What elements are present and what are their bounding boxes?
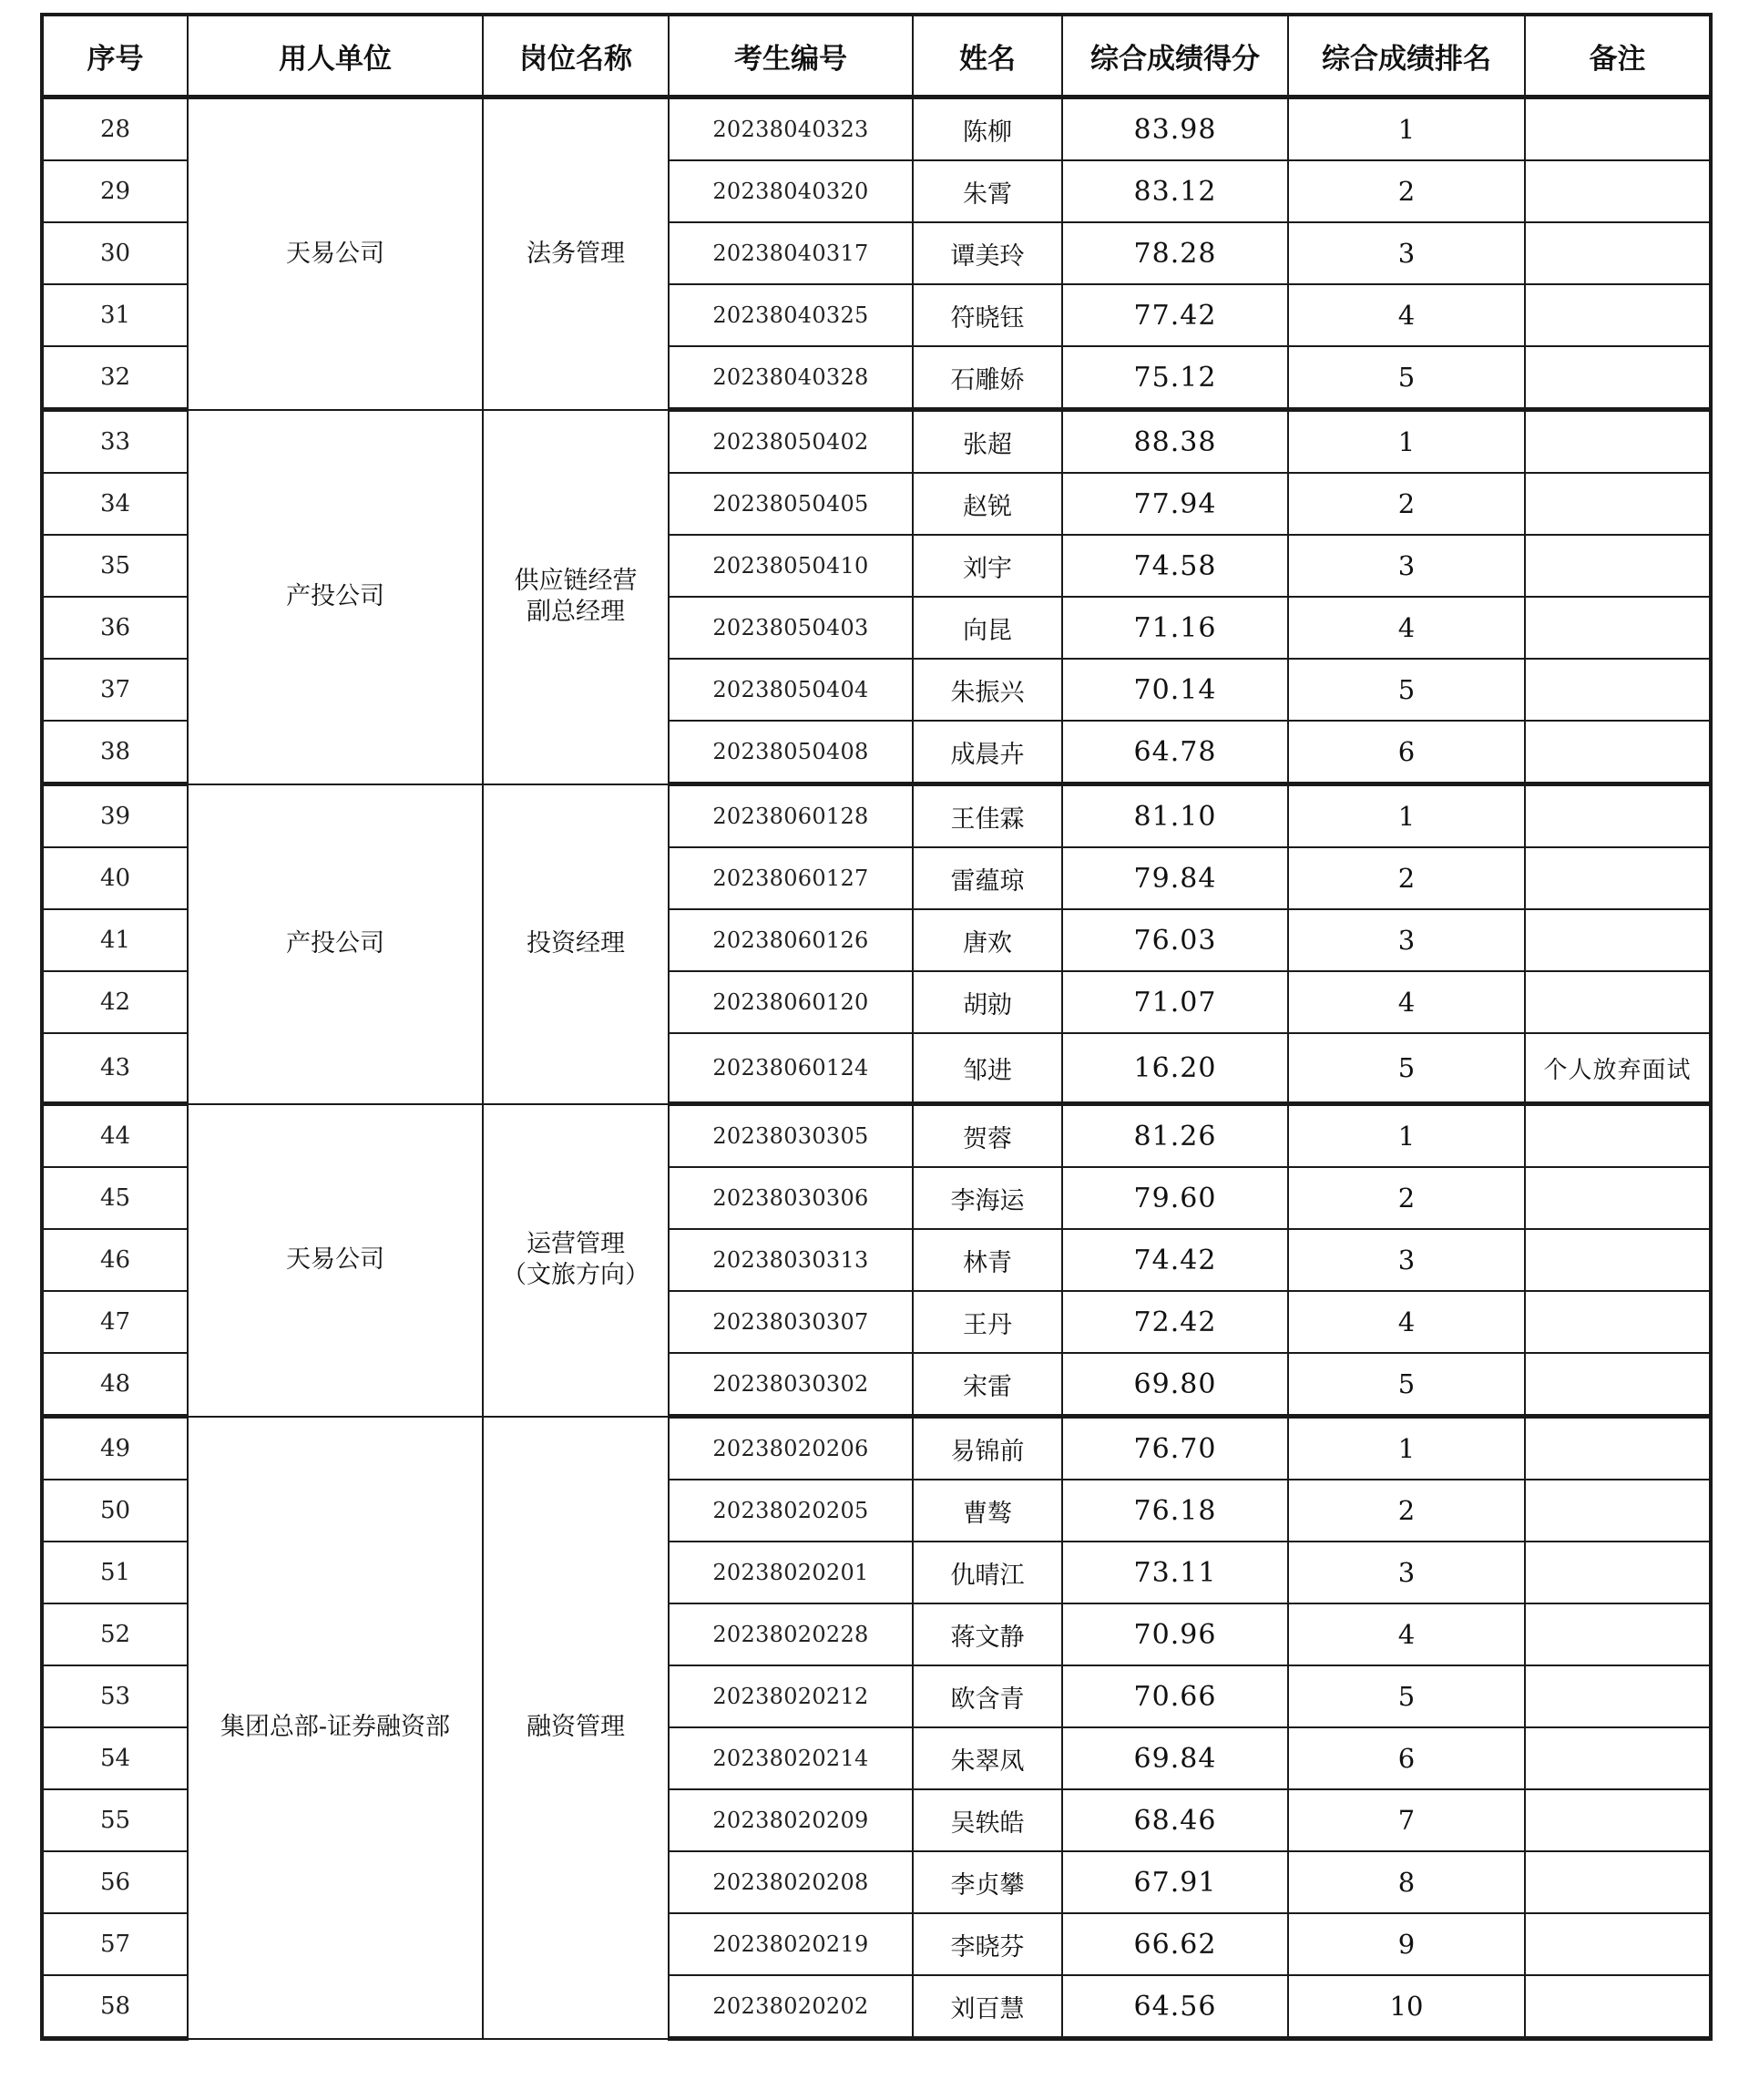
position-line: 供应链经营 xyxy=(514,567,638,595)
cell-position xyxy=(483,410,669,784)
cell-seq: 53 xyxy=(42,1665,188,1727)
cell-note xyxy=(1525,1665,1711,1727)
cell-note xyxy=(1525,1975,1711,2039)
cell-name: 贺蓉 xyxy=(913,1104,1062,1168)
cell-seq: 30 xyxy=(42,222,188,284)
cell-note xyxy=(1525,473,1711,535)
cell-exam-no: 20238020212 xyxy=(669,1665,913,1727)
cell-exam-no: 20238030302 xyxy=(669,1353,913,1417)
cell-seq: 56 xyxy=(42,1851,188,1913)
cell-seq: 35 xyxy=(42,535,188,597)
cell-seq: 45 xyxy=(42,1167,188,1229)
cell-name: 李晓芬 xyxy=(913,1913,1062,1975)
cell-note xyxy=(1525,659,1711,721)
cell-name: 王丹 xyxy=(913,1291,1062,1353)
table-row xyxy=(42,1417,1711,1480)
cell-rank: 5 xyxy=(1288,1353,1525,1417)
cell-exam-no: 20238060124 xyxy=(669,1033,913,1104)
cell-seq: 43 xyxy=(42,1033,188,1104)
cell-note xyxy=(1525,535,1711,597)
cell-exam-no: 20238030305 xyxy=(669,1104,913,1168)
cell-exam-no: 20238040320 xyxy=(669,160,913,222)
header-seq: 序号 xyxy=(42,15,188,97)
cell-note xyxy=(1525,222,1711,284)
cell-rank: 3 xyxy=(1288,1229,1525,1291)
cell-exam-no: 20238030306 xyxy=(669,1167,913,1229)
cell-seq: 31 xyxy=(42,284,188,346)
cell-name: 蒋文静 xyxy=(913,1603,1062,1665)
cell-note xyxy=(1525,1851,1711,1913)
cell-name: 欧含青 xyxy=(913,1665,1062,1727)
cell-note xyxy=(1525,909,1711,971)
cell-rank: 4 xyxy=(1288,1603,1525,1665)
cell-position xyxy=(483,1104,669,1417)
header-note: 备注 xyxy=(1525,15,1711,97)
cell-score: 76.70 xyxy=(1062,1417,1288,1480)
cell-rank: 4 xyxy=(1288,971,1525,1033)
cell-unit: 产投公司 xyxy=(188,410,483,784)
cell-score: 76.18 xyxy=(1062,1480,1288,1542)
cell-name: 刘宇 xyxy=(913,535,1062,597)
cell-exam-no: 20238060120 xyxy=(669,971,913,1033)
cell-rank: 8 xyxy=(1288,1851,1525,1913)
cell-rank: 2 xyxy=(1288,1480,1525,1542)
results-table xyxy=(40,13,1713,2041)
cell-seq: 32 xyxy=(42,346,188,410)
cell-seq: 39 xyxy=(42,784,188,848)
cell-exam-no: 20238040328 xyxy=(669,346,913,410)
cell-note xyxy=(1525,1104,1711,1168)
cell-name: 王佳霖 xyxy=(913,784,1062,848)
cell-score: 88.38 xyxy=(1062,410,1288,474)
cell-exam-no: 20238060128 xyxy=(669,784,913,848)
cell-rank: 3 xyxy=(1288,1542,1525,1603)
cell-score: 71.07 xyxy=(1062,971,1288,1033)
cell-seq: 50 xyxy=(42,1480,188,1542)
cell-note xyxy=(1525,284,1711,346)
cell-exam-no: 20238020228 xyxy=(669,1603,913,1665)
cell-rank: 6 xyxy=(1288,1727,1525,1789)
cell-unit: 天易公司 xyxy=(188,1104,483,1417)
cell-exam-no: 20238020208 xyxy=(669,1851,913,1913)
cell-unit: 集团总部-证券融资部 xyxy=(188,1417,483,2039)
cell-score: 70.66 xyxy=(1062,1665,1288,1727)
cell-note xyxy=(1525,597,1711,659)
cell-rank: 9 xyxy=(1288,1913,1525,1975)
cell-name: 刘百慧 xyxy=(913,1975,1062,2039)
cell-rank: 4 xyxy=(1288,284,1525,346)
position-line: 副总经理 xyxy=(527,598,625,626)
cell-note xyxy=(1525,971,1711,1033)
cell-note xyxy=(1525,784,1711,848)
header-name: 姓名 xyxy=(913,15,1062,97)
cell-rank: 2 xyxy=(1288,1167,1525,1229)
cell-exam-no: 20238020206 xyxy=(669,1417,913,1480)
cell-note xyxy=(1525,1417,1711,1480)
cell-name: 李海运 xyxy=(913,1167,1062,1229)
cell-score: 74.42 xyxy=(1062,1229,1288,1291)
cell-rank: 4 xyxy=(1288,597,1525,659)
cell-score: 77.94 xyxy=(1062,473,1288,535)
cell-seq: 33 xyxy=(42,410,188,474)
cell-note xyxy=(1525,847,1711,909)
header-row xyxy=(42,15,1711,97)
cell-position xyxy=(483,784,669,1104)
cell-name: 仇晴江 xyxy=(913,1542,1062,1603)
cell-note xyxy=(1525,1913,1711,1975)
cell-exam-no: 20238020201 xyxy=(669,1542,913,1603)
cell-note xyxy=(1525,1229,1711,1291)
position-line: 法务管理 xyxy=(527,239,625,268)
cell-name: 吴轶皓 xyxy=(913,1789,1062,1851)
cell-score: 69.84 xyxy=(1062,1727,1288,1789)
table-row xyxy=(42,97,1711,161)
cell-seq: 28 xyxy=(42,97,188,161)
cell-score: 66.62 xyxy=(1062,1913,1288,1975)
cell-score: 75.12 xyxy=(1062,346,1288,410)
cell-name: 谭美玲 xyxy=(913,222,1062,284)
cell-seq: 48 xyxy=(42,1353,188,1417)
cell-name: 雷蕴琼 xyxy=(913,847,1062,909)
cell-seq: 55 xyxy=(42,1789,188,1851)
cell-rank: 5 xyxy=(1288,346,1525,410)
cell-exam-no: 20238020214 xyxy=(669,1727,913,1789)
cell-rank: 1 xyxy=(1288,1417,1525,1480)
cell-seq: 38 xyxy=(42,721,188,784)
cell-seq: 57 xyxy=(42,1913,188,1975)
position-line: （文旅方向） xyxy=(502,1261,649,1289)
cell-score: 79.60 xyxy=(1062,1167,1288,1229)
cell-exam-no: 20238050410 xyxy=(669,535,913,597)
cell-score: 81.26 xyxy=(1062,1104,1288,1168)
cell-name: 成晨卉 xyxy=(913,721,1062,784)
cell-score: 71.16 xyxy=(1062,597,1288,659)
cell-score: 83.98 xyxy=(1062,97,1288,161)
cell-note: 个人放弃面试 xyxy=(1525,1033,1711,1104)
cell-rank: 2 xyxy=(1288,473,1525,535)
cell-name: 易锦前 xyxy=(913,1417,1062,1480)
cell-rank: 5 xyxy=(1288,1665,1525,1727)
cell-exam-no: 20238040317 xyxy=(669,222,913,284)
cell-rank: 1 xyxy=(1288,784,1525,848)
cell-note xyxy=(1525,160,1711,222)
cell-exam-no: 20238050402 xyxy=(669,410,913,474)
cell-note xyxy=(1525,1789,1711,1851)
cell-exam-no: 20238040325 xyxy=(669,284,913,346)
cell-note xyxy=(1525,1603,1711,1665)
cell-rank: 5 xyxy=(1288,659,1525,721)
cell-name: 李贞攀 xyxy=(913,1851,1062,1913)
cell-exam-no: 20238060127 xyxy=(669,847,913,909)
cell-seq: 34 xyxy=(42,473,188,535)
cell-note xyxy=(1525,721,1711,784)
cell-rank: 1 xyxy=(1288,1104,1525,1168)
header-score: 综合成绩得分 xyxy=(1062,15,1288,97)
cell-name: 赵锐 xyxy=(913,473,1062,535)
cell-rank: 2 xyxy=(1288,160,1525,222)
cell-name: 向昆 xyxy=(913,597,1062,659)
cell-seq: 44 xyxy=(42,1104,188,1168)
position-line: 运营管理 xyxy=(527,1230,625,1258)
cell-exam-no: 20238050403 xyxy=(669,597,913,659)
header-exam-no: 考生编号 xyxy=(669,15,913,97)
table-header xyxy=(42,15,1711,97)
cell-rank: 6 xyxy=(1288,721,1525,784)
cell-seq: 47 xyxy=(42,1291,188,1353)
cell-name: 朱翠凤 xyxy=(913,1727,1062,1789)
cell-score: 74.58 xyxy=(1062,535,1288,597)
cell-score: 72.42 xyxy=(1062,1291,1288,1353)
cell-seq: 40 xyxy=(42,847,188,909)
cell-name: 林青 xyxy=(913,1229,1062,1291)
cell-exam-no: 20238020209 xyxy=(669,1789,913,1851)
cell-rank: 3 xyxy=(1288,535,1525,597)
cell-name: 朱振兴 xyxy=(913,659,1062,721)
cell-seq: 51 xyxy=(42,1542,188,1603)
cell-exam-no: 20238030313 xyxy=(669,1229,913,1291)
cell-score: 69.80 xyxy=(1062,1353,1288,1417)
cell-exam-no: 20238050408 xyxy=(669,721,913,784)
cell-name: 邹进 xyxy=(913,1033,1062,1104)
cell-note xyxy=(1525,1542,1711,1603)
cell-score: 67.91 xyxy=(1062,1851,1288,1913)
cell-position xyxy=(483,1417,669,2039)
cell-name: 胡勍 xyxy=(913,971,1062,1033)
cell-seq: 54 xyxy=(42,1727,188,1789)
cell-score: 64.78 xyxy=(1062,721,1288,784)
header-rank: 综合成绩排名 xyxy=(1288,15,1525,97)
cell-name: 宋雷 xyxy=(913,1353,1062,1417)
cell-seq: 46 xyxy=(42,1229,188,1291)
cell-exam-no: 20238040323 xyxy=(669,97,913,161)
cell-exam-no: 20238020219 xyxy=(669,1913,913,1975)
cell-score: 83.12 xyxy=(1062,160,1288,222)
cell-note xyxy=(1525,1167,1711,1229)
table-row xyxy=(42,1104,1711,1168)
header-unit: 用人单位 xyxy=(188,15,483,97)
cell-note xyxy=(1525,346,1711,410)
cell-exam-no: 20238050405 xyxy=(669,473,913,535)
header-position: 岗位名称 xyxy=(483,15,669,97)
cell-rank: 10 xyxy=(1288,1975,1525,2039)
cell-name: 唐欢 xyxy=(913,909,1062,971)
cell-note xyxy=(1525,410,1711,474)
cell-seq: 37 xyxy=(42,659,188,721)
cell-note xyxy=(1525,97,1711,161)
cell-unit: 天易公司 xyxy=(188,97,483,410)
cell-score: 77.42 xyxy=(1062,284,1288,346)
cell-name: 曹骜 xyxy=(913,1480,1062,1542)
table-row xyxy=(42,410,1711,474)
cell-note xyxy=(1525,1727,1711,1789)
cell-name: 张超 xyxy=(913,410,1062,474)
cell-rank: 7 xyxy=(1288,1789,1525,1851)
cell-score: 78.28 xyxy=(1062,222,1288,284)
cell-exam-no: 20238060126 xyxy=(669,909,913,971)
table-body xyxy=(42,97,1711,2039)
cell-exam-no: 20238050404 xyxy=(669,659,913,721)
cell-rank: 5 xyxy=(1288,1033,1525,1104)
cell-score: 64.56 xyxy=(1062,1975,1288,2039)
cell-exam-no: 20238020205 xyxy=(669,1480,913,1542)
cell-rank: 4 xyxy=(1288,1291,1525,1353)
cell-seq: 49 xyxy=(42,1417,188,1480)
cell-name: 陈柳 xyxy=(913,97,1062,161)
cell-name: 符晓钰 xyxy=(913,284,1062,346)
cell-seq: 36 xyxy=(42,597,188,659)
cell-rank: 1 xyxy=(1288,410,1525,474)
cell-score: 73.11 xyxy=(1062,1542,1288,1603)
cell-exam-no: 20238030307 xyxy=(669,1291,913,1353)
cell-rank: 3 xyxy=(1288,222,1525,284)
cell-seq: 42 xyxy=(42,971,188,1033)
cell-score: 16.20 xyxy=(1062,1033,1288,1104)
cell-seq: 41 xyxy=(42,909,188,971)
cell-unit: 产投公司 xyxy=(188,784,483,1104)
cell-seq: 52 xyxy=(42,1603,188,1665)
cell-rank: 2 xyxy=(1288,847,1525,909)
cell-rank: 3 xyxy=(1288,909,1525,971)
cell-name: 石雕娇 xyxy=(913,346,1062,410)
cell-note xyxy=(1525,1291,1711,1353)
cell-note xyxy=(1525,1353,1711,1417)
position-line: 融资管理 xyxy=(527,1713,625,1741)
cell-rank: 1 xyxy=(1288,97,1525,161)
cell-name: 朱霄 xyxy=(913,160,1062,222)
cell-score: 70.96 xyxy=(1062,1603,1288,1665)
cell-score: 76.03 xyxy=(1062,909,1288,971)
position-line: 投资经理 xyxy=(527,929,625,958)
cell-exam-no: 20238020202 xyxy=(669,1975,913,2039)
cell-seq: 58 xyxy=(42,1975,188,2039)
results-sheet xyxy=(40,13,1709,2041)
cell-score: 81.10 xyxy=(1062,784,1288,848)
cell-score: 70.14 xyxy=(1062,659,1288,721)
table-row xyxy=(42,784,1711,848)
cell-note xyxy=(1525,1480,1711,1542)
cell-score: 68.46 xyxy=(1062,1789,1288,1851)
cell-score: 79.84 xyxy=(1062,847,1288,909)
cell-seq: 29 xyxy=(42,160,188,222)
cell-position xyxy=(483,97,669,410)
